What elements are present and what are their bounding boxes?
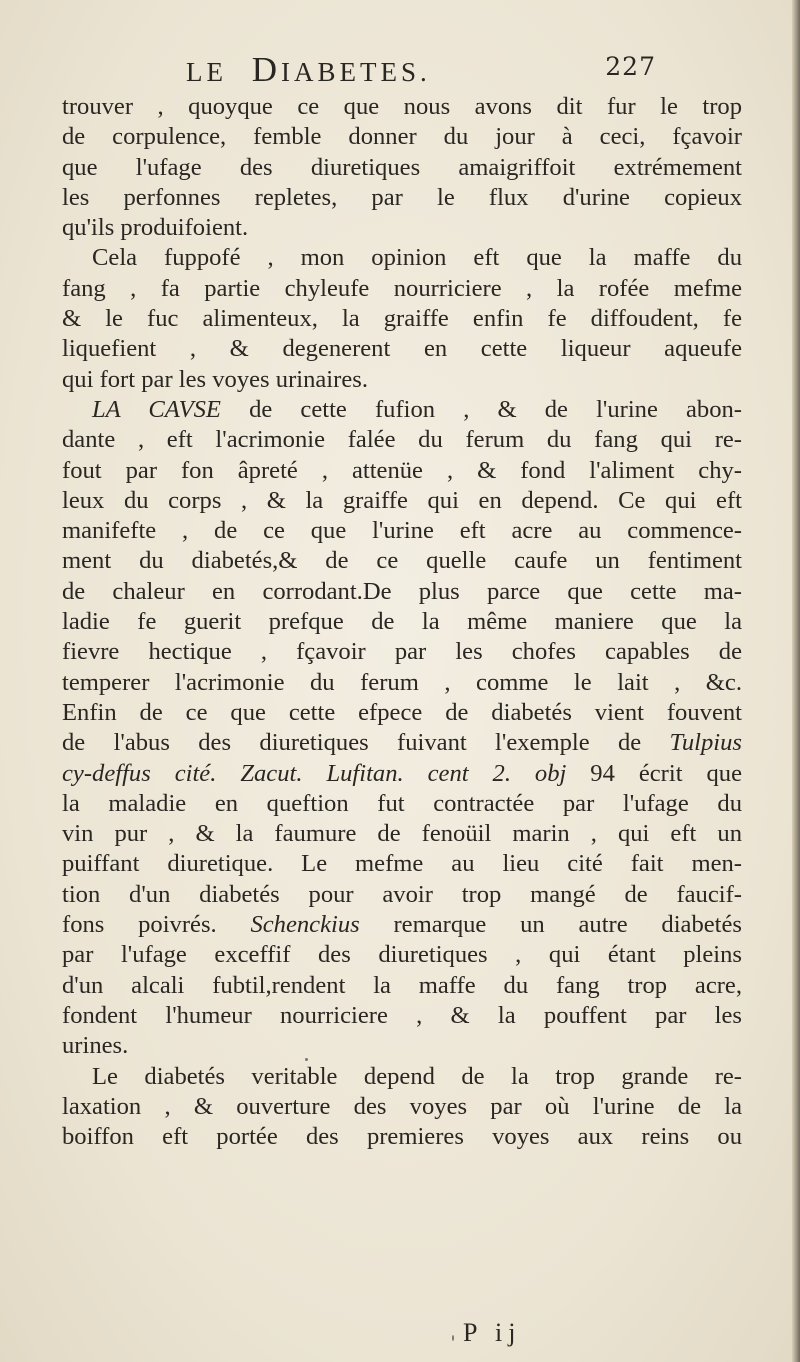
text-line: LA CAVSE de cette fufion , & de l'urine abon- (92, 395, 742, 423)
header-title (186, 50, 431, 90)
ink-speck (452, 1335, 454, 1341)
text-line: trouver , quoyque ce que nous avons dit fur le trop (62, 93, 742, 120)
text-line: que l'ufage des diuretiques amaigriffoit extrémement (62, 153, 742, 181)
text-line: urines. (62, 1032, 129, 1060)
text-line: ladie fe guerit prefque de la même maniere que la (62, 608, 742, 636)
text-line: Enfin de ce que cette efpece de diabetés vient fouvent (62, 698, 742, 726)
page-edge-shadow (792, 0, 800, 1362)
ink-speck (305, 1058, 308, 1061)
text-line: les perfonnes repletes, par le flux d'urine copieux (62, 183, 742, 211)
header-le: LE (186, 57, 227, 87)
running-header (186, 50, 656, 90)
text-line: de l'abus des diuretiques fuivant l'exemple de Tulpius (62, 729, 742, 757)
text-line: dante , eft l'acrimonie falée du ferum du fang qui re- (62, 426, 742, 454)
text-line: vin pur , & la faumure de fenoüil marin , qui eft un (62, 820, 742, 848)
text-line: d'un alcali fubtil,rendent la maffe du fang trop acre, (62, 971, 742, 999)
text-line: fout par fon âpreté , attenüe , & fond l'aliment chy- (62, 456, 742, 484)
text-line: leux du corps , & la graiffe qui en depend. Ce qui eft (62, 486, 742, 514)
page-number: 227 (605, 52, 656, 81)
text-line: & le fuc alimenteux, la graiffe enfin fe diffoudent, fe (62, 305, 742, 333)
text-line: fons poivrés. Schenckius remarque un autre diabetés (62, 911, 742, 939)
text-line: Cela fuppofé , mon opinion eft que la maffe du (92, 244, 742, 272)
header-initial: D (251, 50, 282, 89)
text-line: liquefient , & degenerent en cette liqueur aqueufe (62, 335, 742, 363)
text-line: de chaleur en corrodant.De plus parce que cette ma- (62, 577, 742, 605)
text-line: temperer l'acrimonie du ferum , comme le lait , &c. (62, 668, 742, 696)
text-line: puiffant diuretique. Le mefme au lieu cité fait men- (62, 850, 742, 878)
text-line: laxation , & ouverture des voyes par où l'urine de la (62, 1092, 742, 1120)
text-line: la maladie en queftion fut contractée par l'ufage du (62, 789, 742, 817)
text-line: de corpulence, femble donner du jour à ceci, fçavoir (62, 123, 742, 151)
text-line: fang , fa partie chyleufe nourriciere , la rofée mefme (62, 274, 742, 302)
text-line: fondent l'humeur nourriciere , & la pouffent par les (62, 1001, 742, 1029)
text-line: qui fort par les voyes urinaires. (62, 365, 368, 393)
text-line: fievre hectique , fçavoir par les chofes capables de (62, 638, 742, 666)
header-rest: IABETES. (281, 57, 431, 87)
text-line: cy-deffus cité. Zacut. Lufitan. cent 2. obj 94 écrit que (62, 759, 742, 787)
text-line: qu'ils produifoient. (62, 214, 249, 242)
catchword: P ij (463, 1318, 522, 1347)
text-line: boiffon eft portée des premieres voyes aux reins ou (62, 1123, 742, 1151)
text-line: tion d'un diabetés pour avoir trop mangé de faucif- (62, 880, 742, 908)
text-line: par l'ufage exceffif des diuretiques , qui étant pleins (62, 941, 742, 969)
text-line: manifefte , de ce que l'urine eft acre au commence- (62, 517, 742, 545)
text-line: Le diabetés veritable depend de la trop grande re- (92, 1062, 742, 1090)
text-line: ment du diabetés,& de ce quelle caufe un fentiment (62, 547, 742, 575)
body-text (62, 92, 742, 1152)
